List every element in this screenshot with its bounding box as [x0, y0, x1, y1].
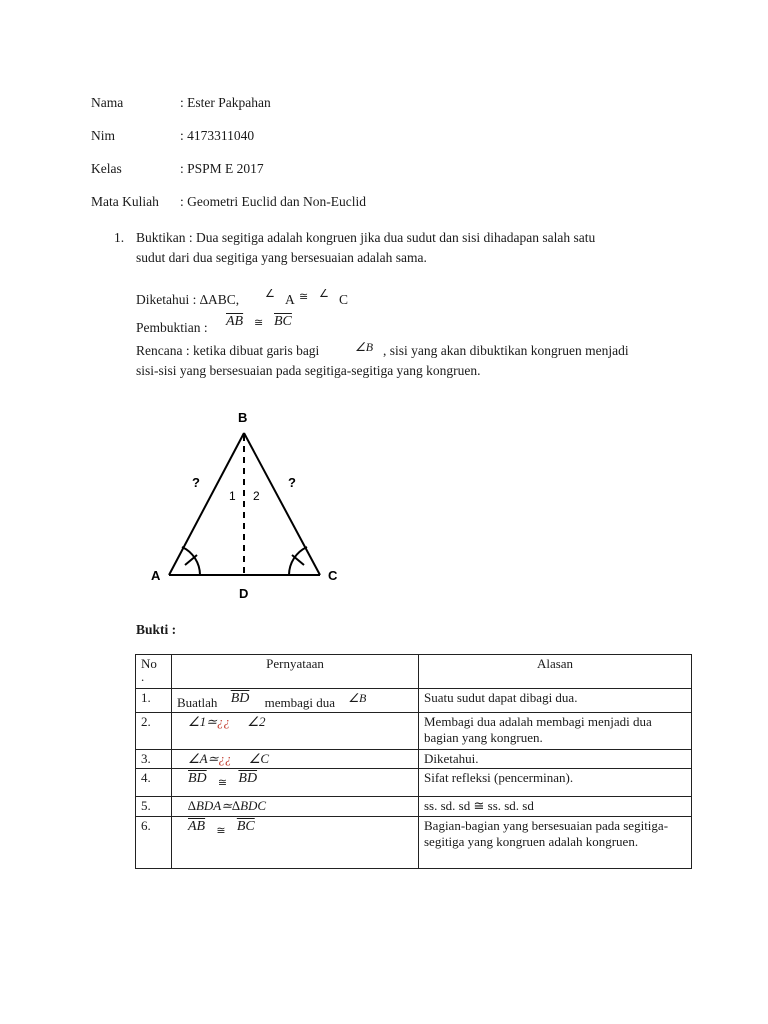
nim-label: Nim: [91, 128, 116, 143]
angle-number-1: 1: [229, 489, 236, 503]
diketahui-text: Diketahui : ∆ABC,: [136, 292, 240, 307]
vertex-label-c: C: [328, 568, 338, 583]
row-pernyataan: $\overline{AB}$ $_≅$ $\overline{BC}$: [172, 817, 419, 869]
nim-value: : 4173311040: [180, 128, 255, 143]
mata-kuliah-value: : Geometri Euclid dan Non-Euclid: [180, 194, 366, 209]
proof-table: [135, 654, 692, 869]
row-no: 1.: [136, 689, 172, 713]
nama-value: : Ester Pakpahan: [180, 95, 271, 110]
kelas-value: : PSPM E 2017: [180, 161, 264, 176]
row-no: 5.: [136, 797, 172, 817]
angle-symbol-c: ∠: [319, 288, 329, 300]
row-alasan: Diketahui.: [419, 750, 692, 769]
table-row: [136, 750, 692, 769]
nama-label: Nama: [91, 95, 124, 110]
row-alasan: Membagi dua adalah membagi menjadi dua bagian yang kongruen.: [419, 713, 692, 750]
question-mark-right: ?: [288, 475, 296, 490]
angle-c-label: C: [339, 292, 349, 307]
row-pernyataan: Buatlah $\overline{BD}$ membagi dua ∠B: [172, 689, 419, 713]
row-alasan: Bagian-bagian yang bersesuaian pada segitiga-segitiga yang kongruen adalah kongruen.: [419, 817, 692, 869]
triangle-figure: [140, 405, 360, 605]
vertex-label-a: A: [151, 568, 161, 583]
row-pernyataan: ∆BDA≃∆BDC: [172, 797, 419, 817]
problem-line-1: Buktikan : Dua segitiga adalah kongruen jika dua sudut dan sisi dihadapan salah satu: [136, 230, 596, 245]
segment-bc: $\overline{BC}$: [274, 314, 292, 329]
row-pernyataan: ∠1≃¿¿ ∠2: [172, 713, 419, 750]
table-row: [136, 797, 692, 817]
side-bc: [244, 433, 320, 575]
angle-symbol-a: ∠: [265, 288, 275, 300]
side-ab: [169, 433, 244, 575]
row-alasan: Sifat refleksi (pencerminan).: [419, 769, 692, 797]
row-alasan: Suatu sudut dapat dibagi dua.: [419, 689, 692, 713]
row-pernyataan: $\overline{BD}$ $_≅$ $\overline{BD}$: [172, 769, 419, 797]
row-no: 2.: [136, 713, 172, 750]
kelas-label: Kelas: [91, 161, 122, 176]
row-no: 6.: [136, 817, 172, 869]
segment-ab: $\overline{AB}$: [226, 314, 244, 329]
point-label-d: D: [239, 586, 249, 601]
row-no: 4.: [136, 769, 172, 797]
row-alasan: ss. sd. sd ≅ ss. sd. sd: [419, 797, 692, 817]
mata-kuliah-label: Mata Kuliah: [91, 194, 159, 209]
table-header-row: [136, 655, 692, 689]
table-row: [136, 769, 692, 797]
angle-a-label: A: [285, 292, 295, 307]
pembuktian-label: Pembuktian :: [136, 320, 208, 335]
angle-b-bisect: ∠B: [355, 340, 374, 354]
rencana-line-2: sisi-sisi yang bersesuaian pada segitiga-segitiga yang kongruen.: [136, 363, 481, 378]
table-row: [136, 817, 692, 869]
congruent-symbol-1: ≅: [299, 291, 309, 303]
header-no: No .: [136, 655, 172, 689]
table-row: [136, 689, 692, 713]
problem-number: 1.: [114, 230, 125, 245]
rencana-prefix: Rencana : ketika dibuat garis bagi: [136, 343, 320, 358]
vertex-label-b: B: [238, 410, 248, 425]
rencana-suffix: , sisi yang akan dibuktikan kongruen menjadi: [383, 343, 629, 358]
table-row: [136, 713, 692, 750]
header-pernyataan: Pernyataan: [172, 655, 419, 689]
question-mark-left: ?: [192, 475, 200, 490]
row-no: 3.: [136, 750, 172, 769]
row-pernyataan: ∠A≃¿¿ ∠C: [172, 750, 419, 769]
bukti-title: Bukti :: [136, 622, 177, 637]
header-alasan: Alasan: [419, 655, 692, 689]
problem-line-2: sudut dari dua segitiga yang bersesuaian adalah sama.: [136, 250, 427, 265]
congruent-symbol-2: ≅: [254, 317, 264, 329]
angle-number-2: 2: [253, 489, 260, 503]
